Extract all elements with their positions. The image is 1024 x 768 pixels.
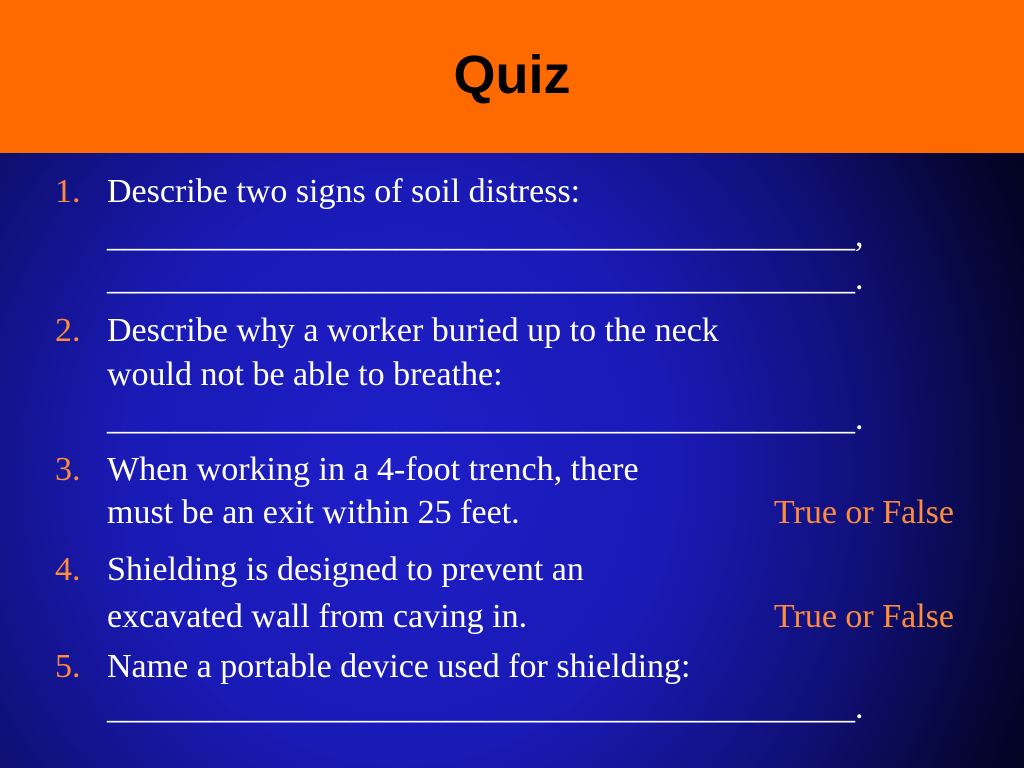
question-2-text-line-1: Describe why a worker buried up to the neck — [107, 312, 719, 349]
question-4-text-line-1: Shielding is designed to prevent an — [107, 551, 584, 588]
question-3-text-line-1: When working in a 4-foot trench, there — [107, 451, 639, 488]
question-4-true-or-false: True or False — [773, 598, 954, 635]
question-2-answer-blank: ____________________________________________. — [107, 400, 864, 437]
question-3-true-or-false: True or False — [773, 494, 954, 531]
slide-title: Quiz — [453, 45, 571, 105]
question-4-text-line-2: excavated wall from caving in. — [107, 598, 528, 635]
question-5-answer-blank: ____________________________________________. — [107, 689, 864, 726]
question-5-text: Name a portable device used for shielding: — [107, 648, 691, 685]
question-1-number: 1. — [55, 173, 81, 210]
question-1-answer-blank-1: ____________________________________________, — [107, 217, 864, 254]
question-1-answer-blank-2: ____________________________________________. — [107, 260, 864, 297]
question-3-text-line-2: must be an exit within 25 feet. — [107, 494, 520, 531]
question-5-number: 5. — [55, 648, 81, 685]
question-2-text-line-2: would not be able to breathe: — [107, 356, 503, 393]
question-3-number: 3. — [55, 451, 81, 488]
question-4-number: 4. — [55, 551, 81, 588]
question-2-number: 2. — [55, 312, 81, 349]
question-1-text: Describe two signs of soil distress: — [107, 173, 581, 210]
title-bar — [0, 0, 1024, 153]
